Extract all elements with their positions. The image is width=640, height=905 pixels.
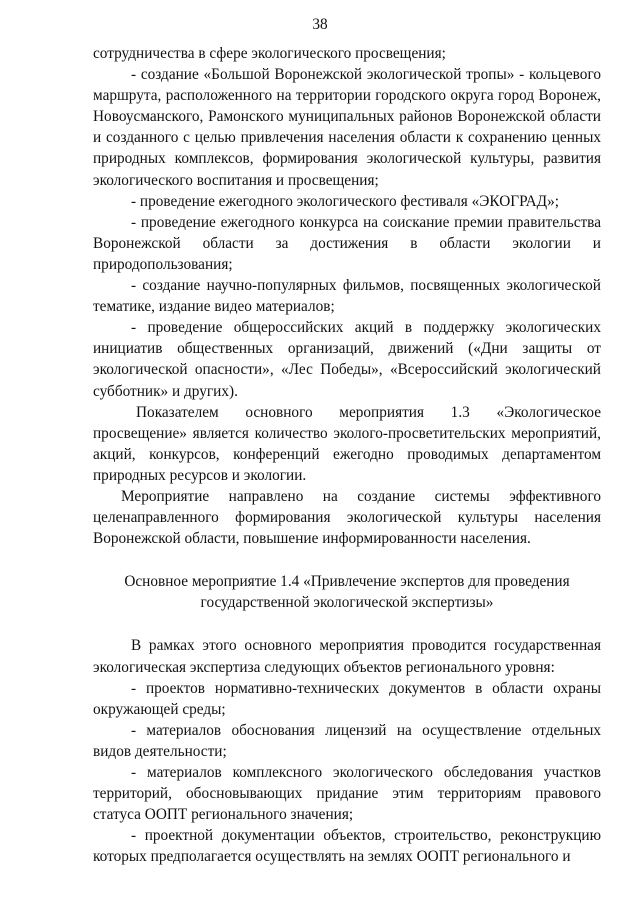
page-body (93, 43, 601, 867)
section-heading-1-4: Основное мероприятие 1.4 «Привлечение экспертов для проведения государственной экологической экспертизы» (124, 573, 570, 612)
paragraph-indicator-1-3: Показателем основного мероприятия 1.3 «Экологическое просвещение» является количество эколого-просветительских мероприятий, акций, конкурсов, конференций ежегодно проводимых департаментом природных ресурсов и экологии. (93, 403, 601, 484)
page-number: 38 (312, 16, 328, 33)
list-item-survey-materials: - материалов комплексного экологического обследования участков территорий, обосновывающих придание этим территориям правового статуса ООПТ регионального значения; (93, 764, 601, 824)
paragraph-expertise-intro: В рамках этого основного мероприятия проводится государственная экологическая экспертиза следующих объектов регионального уровня: (93, 637, 601, 676)
list-item-all-russian-actions: - проведение общероссийских акций в поддержку экологических инициатив общественных организаций, движений («Дни защиты от экологической опасности», «Лес Победы», «Всероссийский экологический субботник» и других). (93, 319, 601, 400)
list-item-ecological-trail: - создание «Большой Воронежской экологической тропы» - кольцевого маршрута, расположенного на территории городского округа город Воронеж, Новоусманского, Рамонского муниципальных районов Воронежской области и созданного с целью привлечения населения области к сохранению ценных природных комплексов, формирования экологической культуры, развития экологического воспитания и просвещения; (93, 66, 601, 189)
list-item-project-documentation: - проектной документации объектов, строительство, реконструкцию которых предполагается осуществлять на землях ООПТ регионального и (93, 827, 601, 866)
list-item-normative-documents: - проектов нормативно-технических документов в области охраны окружающей среды; (93, 679, 601, 718)
list-item-ecograd-festival: - проведение ежегодного экологического фестиваля «ЭКОГРАД»; (131, 192, 560, 210)
list-item-popular-science-films: - создание научно-популярных фильмов, посвященных экологической тематике, издание видео материалов; (93, 277, 601, 316)
list-item-license-materials: - материалов обоснования лицензий на осуществление отдельных видов деятельности; (93, 721, 601, 760)
list-item-ecology-prize-contest: - проведение ежегодного конкурса на соискание премии правительства Воронежской области за достижения в области экологии и природопользования; (93, 213, 601, 273)
paragraph-measure-purpose: Мероприятие направлено на создание системы эффективного целенаправленного формирования экологической культуры населения Воронежской области, повышение информированности населения. (93, 487, 601, 548)
paragraph-continuation: сотрудничества в сфере экологического просвещения; (93, 45, 446, 62)
